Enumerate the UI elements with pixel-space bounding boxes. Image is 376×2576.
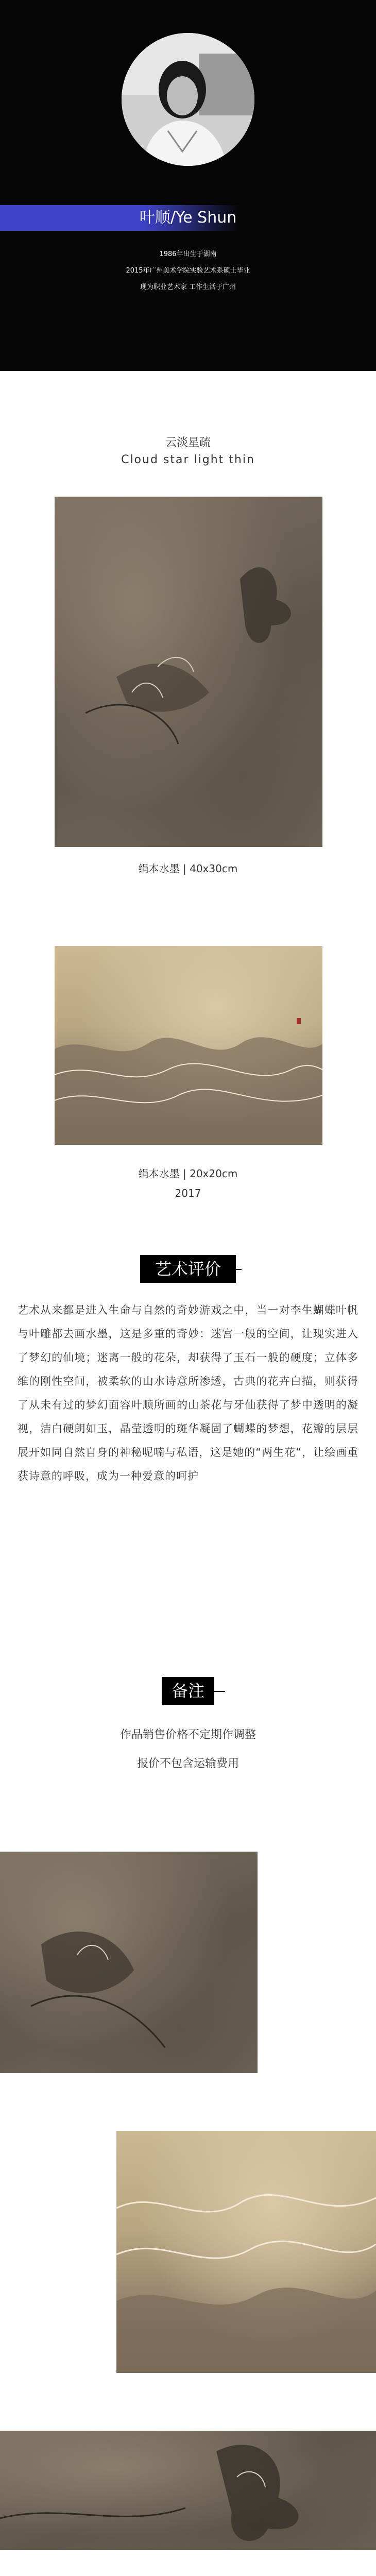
section-title-review xyxy=(140,1255,236,1283)
flower-detail-icon xyxy=(0,1852,258,2073)
wave-detail-icon xyxy=(116,2131,376,2373)
review-paragraph: 艺术从来都是进入生命与自然的奇妙游戏之中，当一对李生蝴蝶叶帆与叶雕都去画水墨，这是多重的奇妙：迷宫一般的空间，让现实进入了梦幻的仙境；迷离一般的花朵，却获得了玉石一般的硬度；立体多维的刚性空间，被柔软的山水诗意所渗透，古典的花卉白描，则获得了从未有过的梦幻面容叶顺所画的山茶花与牙仙获得了梦中透明的凝视，洁白硬朗如玉，晶莹透明的斑华凝固了蝴蝶的梦想，花瓣的层层展开如同自然自身的神秘呢喃与私语，这是她的“两生花”，让绘画重获诗意的呼吸，成为一种爱意的呵护 xyxy=(18,1304,358,1482)
work-2-year: 2017 xyxy=(175,1187,201,1199)
note-line-2: 报价不包含运输费用 xyxy=(136,1757,239,1770)
work-2-medium: 绢本水墨 | 20x20cm xyxy=(138,1167,238,1180)
work-1-title-cn: 云淡星疏 xyxy=(165,436,211,449)
artwork-1-image xyxy=(55,497,322,847)
artist-avatar xyxy=(122,33,254,166)
detail-image-1 xyxy=(0,1852,258,2073)
work-1-medium: 绢本水墨 | 40x30cm xyxy=(138,862,238,875)
artwork-2-image xyxy=(55,946,322,1145)
detail-image-3 xyxy=(0,2431,376,2550)
artist-name: 叶顺/Ye Shun xyxy=(139,209,237,227)
waves-painting-icon xyxy=(55,946,322,1145)
artist-header xyxy=(0,0,376,371)
bio-line-3: 现为职业艺术家 工作生活于广州 xyxy=(140,283,236,291)
bio-line-2: 2015年广州美术学院实验艺术系硕士毕业 xyxy=(126,267,250,275)
notes-title-text: 备注 xyxy=(171,1681,204,1701)
detail-image-2 xyxy=(116,2131,376,2373)
section-title-notes xyxy=(162,1677,214,1705)
bio-line-1: 1986年出生于湖南 xyxy=(159,250,217,258)
butterfly-flower-painting-icon xyxy=(55,497,322,847)
note-line-1: 作品销售价格不定期作调整 xyxy=(119,1728,256,1741)
butterfly-detail-icon xyxy=(0,2431,376,2550)
artist-portrait-icon xyxy=(122,33,254,166)
review-title-text: 艺术评价 xyxy=(155,1259,221,1279)
work-1-title-en: Cloud star light thin xyxy=(121,453,255,466)
